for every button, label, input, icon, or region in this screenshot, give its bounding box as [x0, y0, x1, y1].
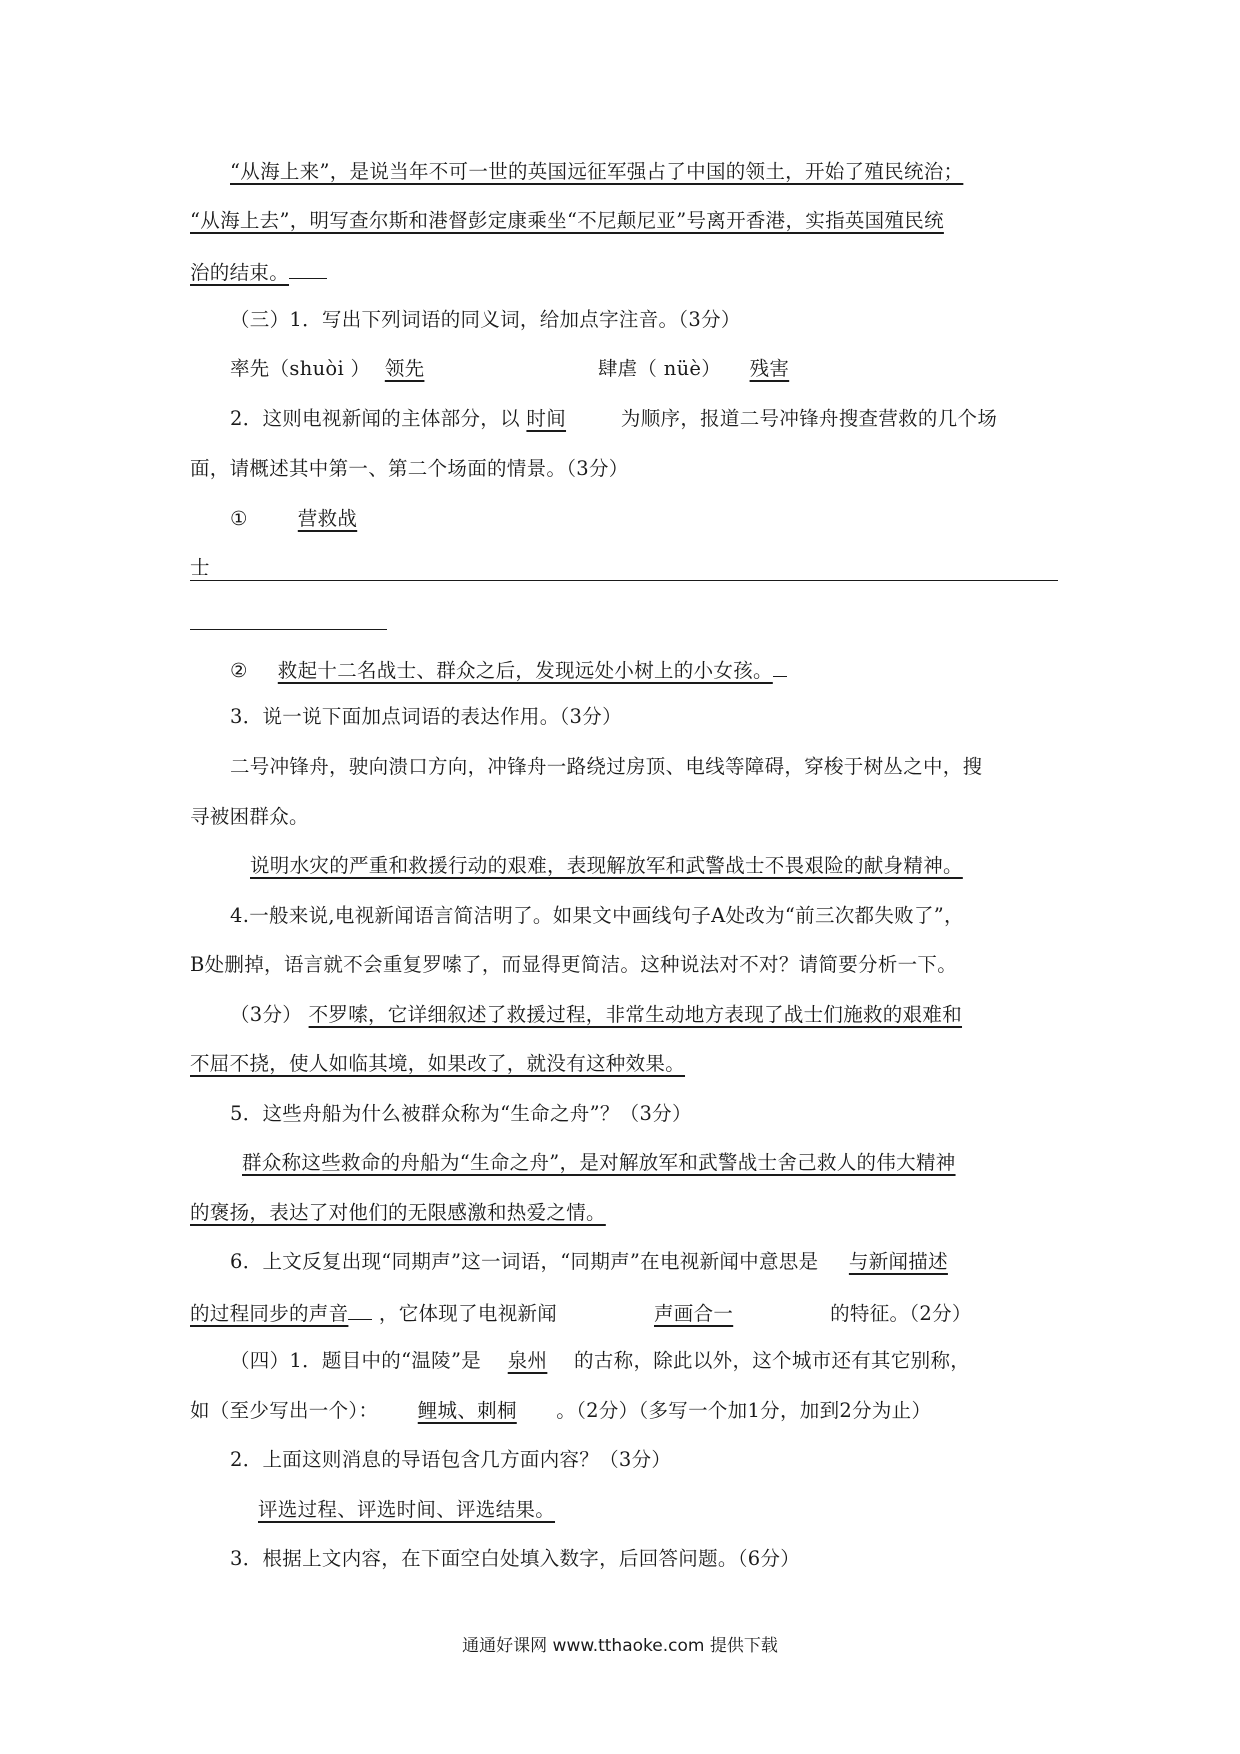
answer-text: 说明水灾的严重和救援行动的艰难，表现解放军和武警战士不畏艰险的献身精神。	[250, 854, 963, 877]
page-footer: 通通好课网 www.tthaoke.com 提供下载	[462, 1636, 778, 1656]
question-text: 二号冲锋舟，驶向溃口方向，冲锋舟一路绕过房顶、电线等障碍，穿梭于树丛之中，搜	[230, 755, 983, 778]
question-text: 4.一般来说,电视新闻语言简洁明了。如果文中画线句子A处改为“前三次都失败了”，	[230, 904, 964, 927]
question-text: B处删掉，语言就不会重复罗嗦了，而显得更简洁。这种说法对不对？请简要分析一下。	[190, 953, 958, 976]
synonym-answers: 率先（shuòi ） 领先 肆虐（ nüè） 残害	[230, 357, 790, 380]
question-text: 面，请概述其中第一、第二个场面的情景。（3分）	[190, 457, 629, 480]
answer-blank-line	[190, 629, 387, 630]
answer-text: （3分） 不罗嗦，它详细叙述了救援过程，非常生动地方表现了战士们施救的艰难和	[230, 1003, 963, 1026]
question-text: 2．这则电视新闻的主体部分，以 时间 为顺序，报道二号冲锋舟搜查营救的几个场	[230, 407, 998, 430]
question-text: 3．说一说下面加点词语的表达作用。（3分）	[230, 705, 622, 728]
answer-text: 不屈不挠，使人如临其境，如果改了，就没有这种效果。	[190, 1052, 686, 1075]
answer-blank-line	[190, 580, 1058, 581]
answer-text: ② 救起十二名战士、群众之后，发现远处小树上的小女孩。	[190, 654, 1100, 685]
answer-text: 士	[190, 556, 210, 579]
question-text: 如（至少写出一个）： 鲤城、刺桐 。（2分）（多写一个加1分，加到2分为止）	[190, 1399, 932, 1422]
answer-text: “从海上去”，明写查尔斯和港督彭定康乘坐“不尼颠尼亚”号离开香港，实指英国殖民统	[190, 209, 944, 232]
question-text: 的过程同步的声音 ，它体现了电视新闻 声画合一 的特征。（2分）	[190, 1297, 1060, 1328]
answer-text: 群众称这些救命的舟船为“生命之舟”，是对解放军和武警战士舍己救人的伟大精神	[242, 1151, 956, 1174]
question-text: 3．根据上文内容，在下面空白处填入数字，后回答问题。（6分）	[230, 1547, 801, 1570]
question-text: 寻被困群众。	[190, 805, 309, 828]
answer-text: 评选过程、评选时间、评选结果。	[258, 1498, 556, 1521]
question-text: 6．上文反复出现“同期声”这一词语，“同期声”在电视新闻中意思是 与新闻描述	[230, 1250, 948, 1273]
question-text: （三）1．写出下列词语的同义词，给加点字注音。（3分）	[230, 308, 741, 331]
answer-text: 的褒扬，表达了对他们的无限感激和热爱之情。	[190, 1201, 606, 1224]
question-text: 5．这些舟船为什么被群众称为“生命之舟”？（3分）	[230, 1102, 692, 1125]
answer-text: ① 营救战	[230, 507, 358, 530]
answer-text: 治的结束。	[190, 256, 1060, 287]
question-text: （四）1．题目中的“温陵”是 泉州 的古称，除此以外，这个城市还有其它别称，	[230, 1349, 971, 1372]
question-text: 2．上面这则消息的导语包含几方面内容？（3分）	[230, 1448, 672, 1471]
answer-text: “从海上来”，是说当年不可一世的英国远征军强占了中国的领土，开始了殖民统治；	[230, 160, 964, 183]
